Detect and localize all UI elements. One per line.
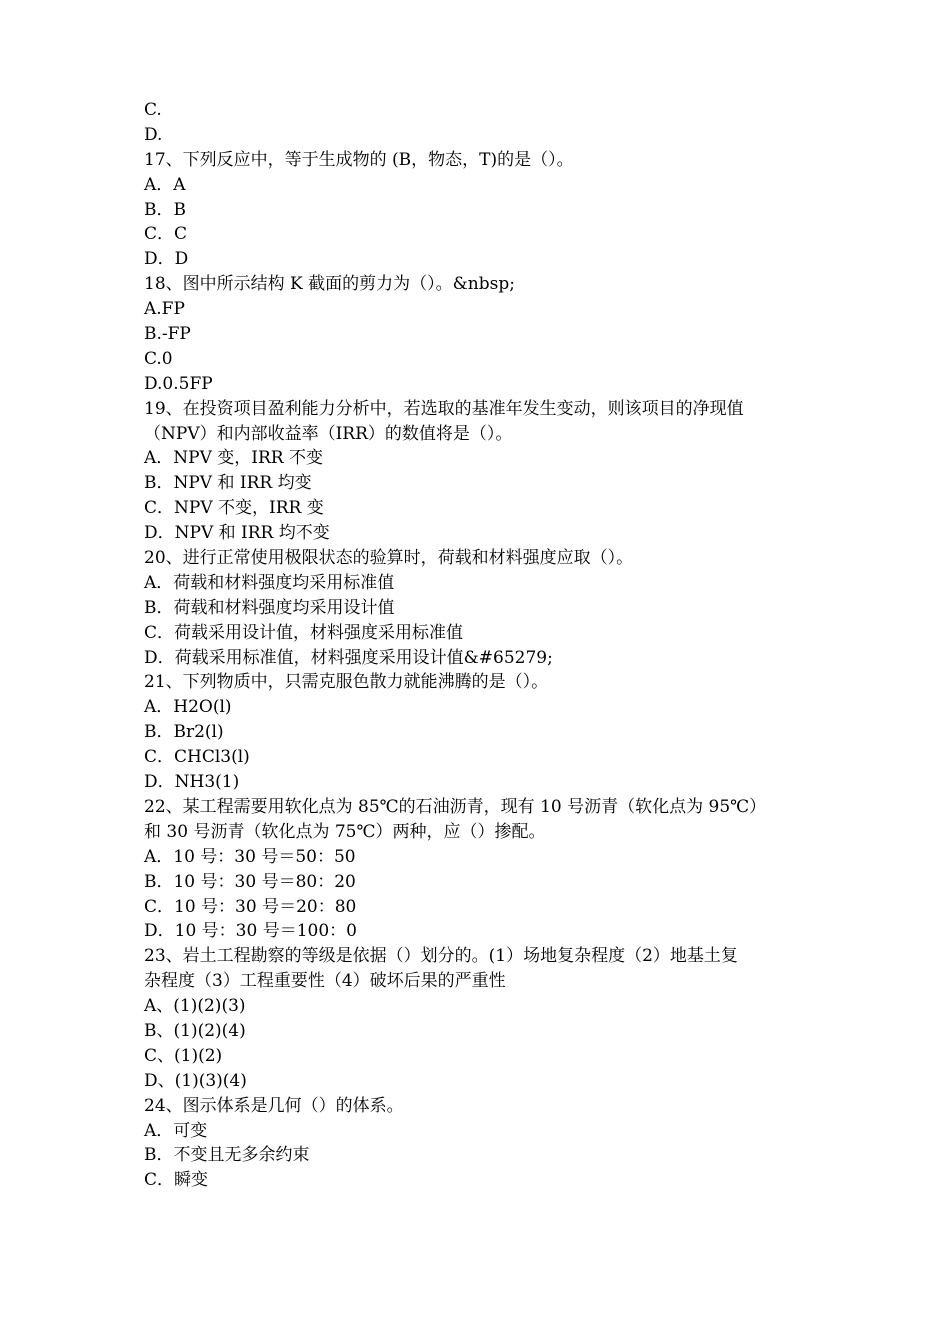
option-line: A．NPV 变，IRR 不变 — [144, 448, 323, 469]
option-line: B．荷载和材料强度均采用设计值 — [144, 597, 395, 618]
question-23: 23、岩土工程勘察的等级是依据（）划分的。(1）场地复杂程度（2）地基土复 — [144, 946, 738, 967]
option-line: A．10 号：30 号＝50：50 — [144, 846, 356, 867]
option-line: D．10 号：30 号＝100：0 — [144, 921, 357, 942]
text-line: D. — [144, 124, 163, 145]
option-line: B.-FP — [144, 324, 191, 345]
option-line: A．可变 — [144, 1120, 208, 1141]
option-line: D．荷载采用标准值，材料强度采用设计值&#65279; — [144, 647, 553, 668]
option-line: B．NPV 和 IRR 均变 — [144, 473, 312, 494]
option-line: B．不变且无多余约束 — [144, 1145, 310, 1166]
option-line: A、(1)(2)(3) — [144, 996, 246, 1017]
option-line: D．NH3(1) — [144, 772, 240, 793]
option-line: C．10 号：30 号＝20：80 — [144, 896, 357, 917]
option-line: C、(1)(2) — [144, 1045, 223, 1066]
question-23-continued: 杂程度（3）工程重要性（4）破坏后果的严重性 — [144, 971, 506, 992]
question-21: 21、下列物质中，只需克服色散力就能沸腾的是（）。 — [144, 672, 549, 693]
question-19-continued: （NPV）和内部收益率（IRR）的数值将是（）。 — [144, 423, 513, 444]
question-17: 17、下列反应中，等于生成物的 (B，物态，T)的是（）。 — [144, 149, 574, 170]
text-line: C. — [144, 100, 162, 120]
option-line: D．D — [144, 249, 189, 270]
option-line: D.0.5FP — [144, 373, 213, 394]
option-line: B、(1)(2)(4) — [144, 1020, 246, 1041]
question-19: 19、在投资项目盈利能力分析中，若选取的基准年发生变动，则该项目的净现值 — [144, 398, 744, 419]
option-line: C．瞬变 — [144, 1170, 209, 1191]
option-line: C．NPV 不变，IRR 变 — [144, 498, 324, 519]
question-22: 22、某工程需要用软化点为 85℃的石油沥青，现有 10 号沥青（软化点为 95℃） — [144, 796, 767, 817]
option-line: C．荷载采用设计值，材料强度采用标准值 — [144, 622, 464, 643]
option-line: C.0 — [144, 348, 173, 369]
option-line: A.FP — [144, 299, 185, 320]
option-line: B．Br2(l) — [144, 722, 224, 743]
option-line: A．荷载和材料强度均采用标准值 — [144, 572, 395, 593]
option-line: C．CHCl3(l) — [144, 747, 250, 768]
question-18: 18、图中所示结构 K 截面的剪力为（）。&nbsp; — [144, 274, 515, 295]
option-line: A．H2O(l) — [144, 697, 232, 718]
option-line: A．A — [144, 174, 186, 195]
question-text-block — [144, 98, 814, 1193]
option-line: B．10 号：30 号＝80：20 — [144, 871, 356, 892]
question-24: 24、图示体系是几何（）的体系。 — [144, 1095, 404, 1116]
question-22-continued: 和 30 号沥青（软化点为 75℃）两种，应（）掺配。 — [144, 821, 546, 842]
option-line: D、(1)(3)(4) — [144, 1070, 247, 1091]
option-line: B．B — [144, 199, 186, 220]
question-20: 20、进行正常使用极限状态的验算时，荷载和材料强度应取（）。 — [144, 548, 634, 569]
option-line: D．NPV 和 IRR 均不变 — [144, 523, 330, 544]
option-line: C．C — [144, 224, 188, 245]
